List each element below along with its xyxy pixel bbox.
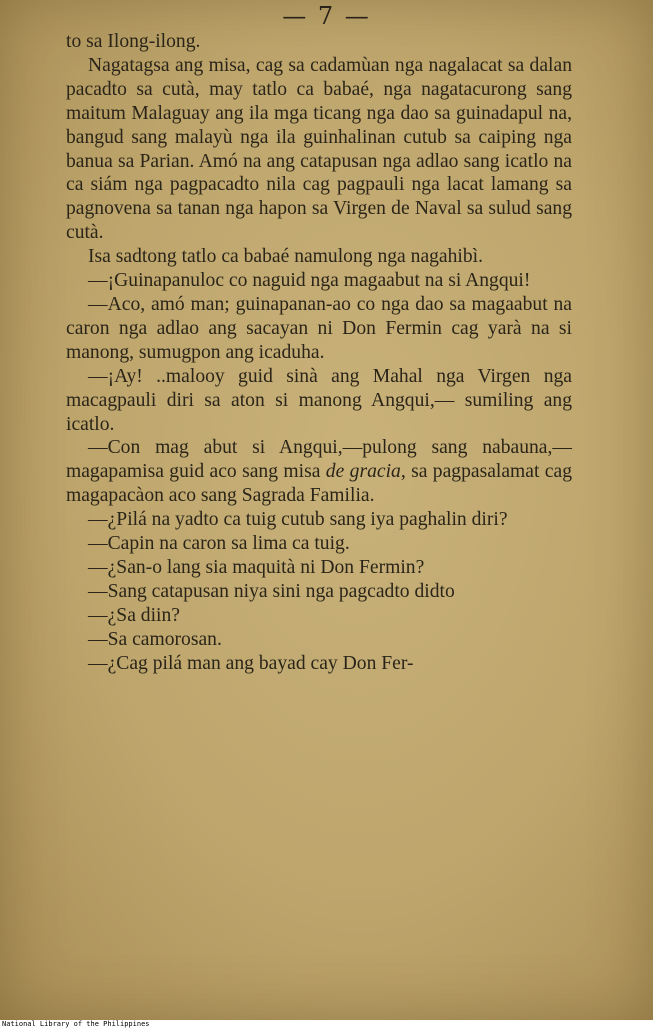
library-credit: National Library of the Philippines	[0, 1020, 653, 1028]
paragraph-dialogue: —¡Guinapanuloc co naguid nga magaabut na si Angqui!	[88, 270, 531, 292]
paragraph-dialogue: —¿Sa diin?	[88, 604, 180, 626]
paragraph-narrative: Isa sadtong tatlo ca babaé namulong nga nagahibì.	[88, 246, 484, 268]
paragraph-dialogue: —¿Pilá na yadto ca tuig cutub sang iya paghalin diri?	[88, 509, 508, 531]
paragraph-narrative: Nagatagsa ang misa, cag sa cadamùan nga nagalacat sa dalan pacadto sa cutà, may tatlo ca babaé, nga nagatacurong sang maitum Malaguay ang ila mga ticang nga dao sa guinadapul na, bangud sang malayù nga ila guinhalinan cutub sa caiping nga banua sa Parian. Amó na ang catapusan nga adlao sang icatlo na ca siám nga pagpacadto nila cag pagpauli nga lacat lamang sa pagnovena sa tanan nga hapon sa Virgen de Naval sa sulud sang cutà.	[66, 54, 572, 244]
page-number: — 7 —	[282, 2, 371, 30]
dialogue-text: —Con mag abut si Angqui,—pulong sang nabauna,—magapamisa guid aco sang misa	[66, 437, 572, 483]
paragraph-dialogue: —¡Ay! ..malooy guid sinà ang Mahal nga Virgen nga macagpauli diri sa aton si manong Angqui,— sumiling ang icatlo.	[66, 365, 572, 435]
paragraph-dialogue: —Sang catapusan niya sini nga pagcadto didto	[88, 580, 455, 602]
dialogue-text: sa pagpasalamat cag magapacàon aco sang Sagrada Familia.	[66, 461, 572, 507]
paragraph-continuation: to sa Ilong-ilong.	[66, 31, 201, 52]
italic-phrase: de gracia	[325, 461, 401, 483]
body-text	[66, 30, 572, 675]
paragraph-dialogue: —¿San-o lang sia maquità ni Don Fermin?	[88, 556, 425, 578]
paragraph-dialogue: —Sa camorosan.	[88, 628, 222, 650]
paragraph-dialogue: —Con mag abut si Angqui,—pulong sang nabauna,—magapamisa guid aco sang misa de gracia, sa pagpasalamat cag magapacàon aco sang Sagrada Familia.	[66, 437, 572, 507]
paragraph-dialogue: —¿Cag pilá man ang bayad cay Don Fer-	[88, 652, 414, 674]
paragraph-dialogue: —Capin na caron sa lima ca tuig.	[88, 533, 350, 555]
paragraph-dialogue: —Aco, amó man; guinapanan-ao co nga dao sa magaabut na caron nga adlao ang sacayan ni Don Fermin cag yarà na si manong, sumugpon ang icaduha.	[66, 293, 572, 363]
